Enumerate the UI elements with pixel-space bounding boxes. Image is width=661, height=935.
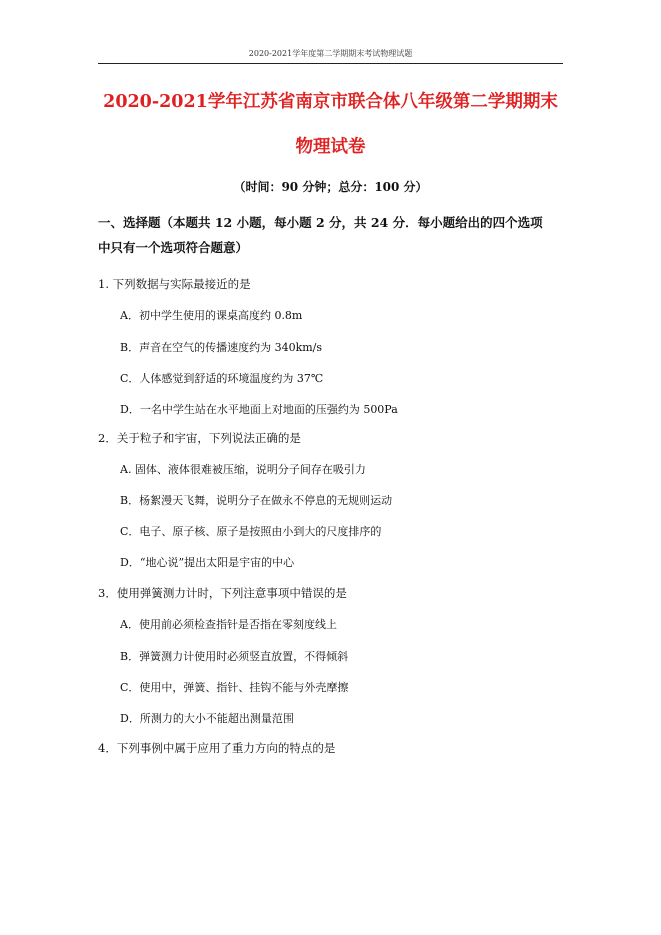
section-heading-line1: 一、选择题（本题共 12 小题，每小题 2 分，共 24 分．每小题给出的四个选项 xyxy=(98,215,543,230)
question-1-stem: 1. 下列数据与实际最接近的是 xyxy=(98,277,251,291)
question-2-option-d: D．“地心说”提出太阳是宇宙的中心 xyxy=(120,556,295,569)
question-1-option-a: A．初中学生使用的课桌高度约 0.8m xyxy=(120,309,303,322)
question-2-option-a: A. 固体、液体很难被压缩，说明分子间存在吸引力 xyxy=(120,463,366,476)
question-1-option-d: D．一名中学生站在水平地面上对地面的压强约为 500Pa xyxy=(120,403,398,416)
section-heading-line2: 中只有一个选项符合题意） xyxy=(98,240,249,255)
question-3-stem: 3．使用弹簧测力计时，下列注意事项中错误的是 xyxy=(98,586,347,600)
exam-time-score: （时间：90 分钟；总分：100 分） xyxy=(233,180,428,194)
question-3-option-d: D．所测力的大小不能超出测量范围 xyxy=(120,712,294,725)
question-3-option-c: C．使用中，弹簧、指针、挂钩不能与外壳摩擦 xyxy=(120,681,349,694)
exam-title-line2: 物理试卷 xyxy=(295,137,366,157)
page-header: 2020-2021学年度第二学期期末考试物理试题 xyxy=(98,48,563,64)
question-4-stem: 4．下列事例中属于应用了重力方向的特点的是 xyxy=(98,741,336,755)
section-heading xyxy=(98,210,578,260)
question-1-option-c: C．人体感觉到舒适的环境温度约为 37℃ xyxy=(120,372,324,385)
exam-title-line1: 2020-2021学年江苏省南京市联合体八年级第二学期期末 xyxy=(103,92,558,112)
question-3-option-b: B．弹簧测力计使用时必须竖直放置，不得倾斜 xyxy=(120,650,349,663)
question-2-option-b: B．杨絮漫天飞舞，说明分子在做永不停息的无规则运动 xyxy=(120,494,393,507)
question-2-option-c: C．电子、原子核、原子是按照由小到大的尺度排序的 xyxy=(120,525,382,538)
question-3-option-a: A．使用前必须检查指针是否指在零刻度线上 xyxy=(120,618,337,631)
question-2-stem: 2．关于粒子和宇宙，下列说法正确的是 xyxy=(98,431,301,445)
question-1-option-b: B．声音在空气的传播速度约为 340km/s xyxy=(120,341,323,354)
